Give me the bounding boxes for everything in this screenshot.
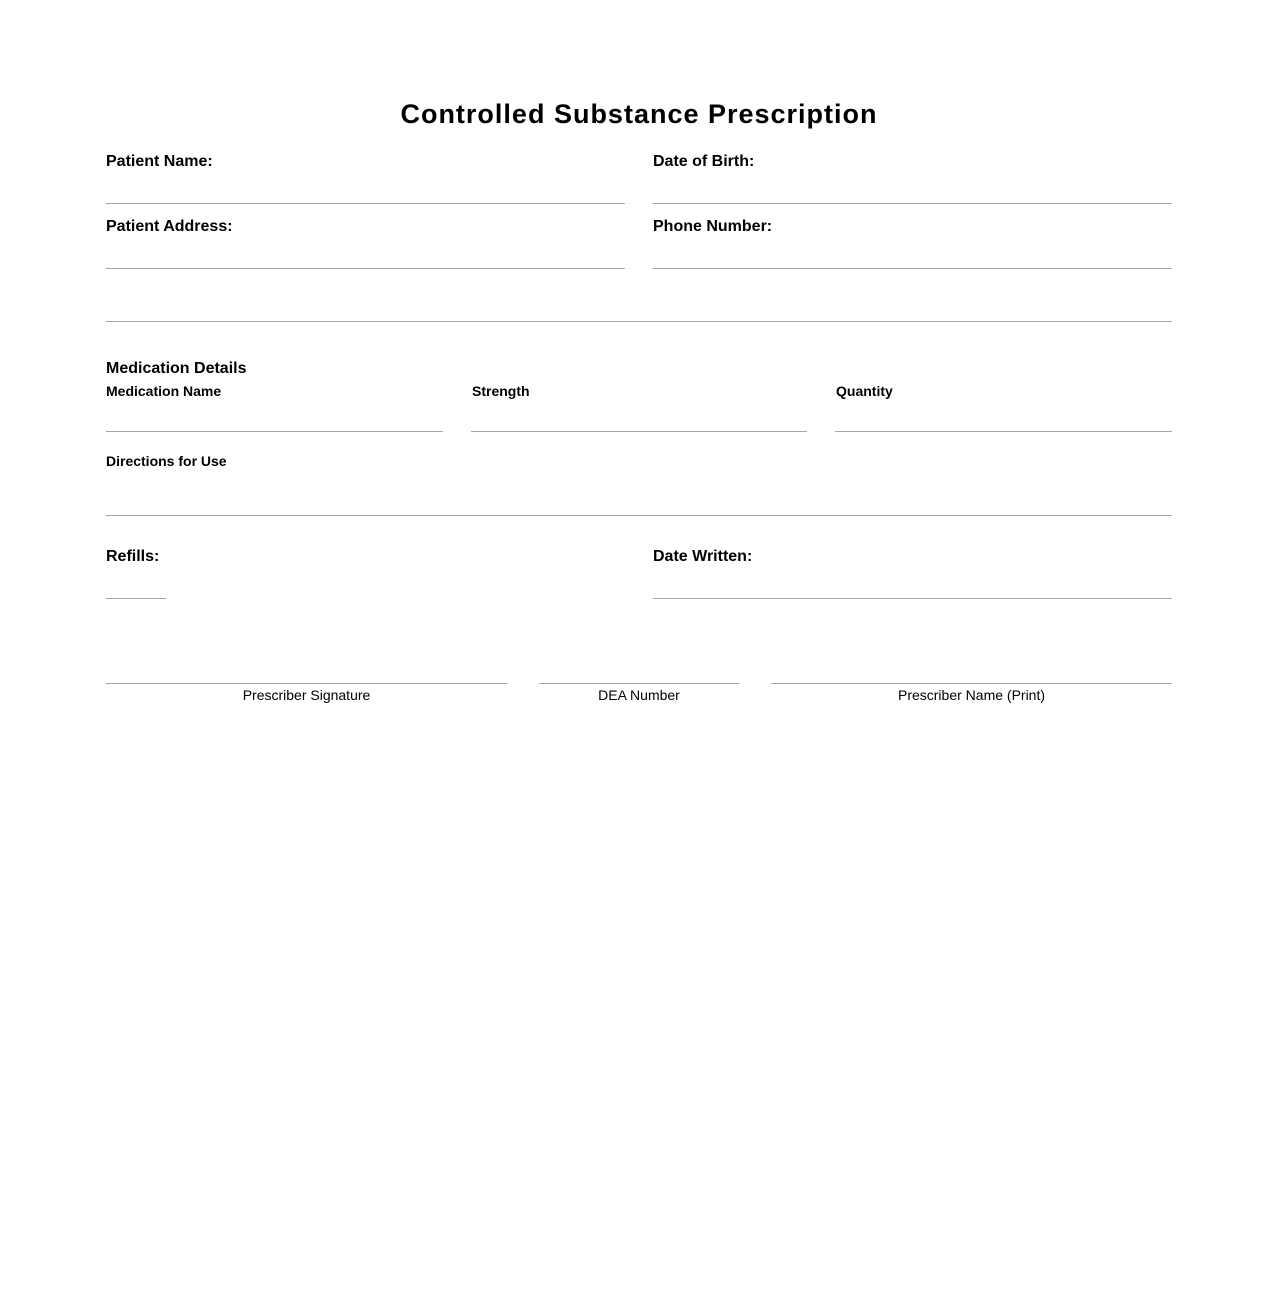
patient-name-field[interactable]	[106, 176, 625, 202]
prescriber-name-line[interactable]	[771, 683, 1172, 684]
date-written-label: Date Written:	[653, 548, 753, 565]
strength-field[interactable]	[471, 404, 807, 430]
refills-underline	[106, 598, 166, 599]
date-written-underline	[653, 598, 1172, 599]
directions-field[interactable]	[106, 482, 1172, 514]
patient-address-label: Patient Address:	[106, 218, 233, 235]
date-written-field[interactable]	[653, 572, 1172, 598]
date-of-birth-label: Date of Birth:	[653, 153, 755, 170]
quantity-label: Quantity	[836, 383, 893, 399]
date-of-birth-field[interactable]	[653, 176, 1172, 202]
patient-address-field[interactable]	[106, 241, 625, 267]
directions-label: Directions for Use	[106, 453, 227, 469]
refills-field[interactable]	[106, 572, 166, 598]
directions-underline	[106, 515, 1172, 516]
strength-underline	[471, 431, 807, 432]
section-divider	[106, 321, 1172, 322]
medication-name-underline	[106, 431, 443, 432]
refills-label: Refills:	[106, 548, 160, 565]
phone-number-field[interactable]	[653, 241, 1172, 267]
patient-address-underline	[106, 268, 625, 269]
patient-name-underline	[106, 203, 625, 204]
page-title: Controlled Substance Prescription	[400, 99, 878, 129]
phone-number-underline	[653, 268, 1172, 269]
prescriber-signature-line[interactable]	[106, 683, 507, 684]
medication-details-heading: Medication Details	[106, 360, 247, 377]
dea-number-line[interactable]	[539, 683, 739, 684]
strength-label: Strength	[472, 383, 530, 399]
phone-number-label: Phone Number:	[653, 218, 773, 235]
patient-name-label: Patient Name:	[106, 153, 213, 170]
quantity-underline	[835, 431, 1172, 432]
medication-name-label: Medication Name	[106, 383, 222, 399]
date-of-birth-underline	[653, 203, 1172, 204]
dea-number-label: DEA Number	[598, 687, 680, 703]
medication-name-field[interactable]	[106, 404, 443, 430]
quantity-field[interactable]	[835, 404, 1172, 430]
prescriber-signature-label: Prescriber Signature	[242, 687, 371, 703]
prescriber-name-label: Prescriber Name (Print)	[897, 687, 1046, 703]
